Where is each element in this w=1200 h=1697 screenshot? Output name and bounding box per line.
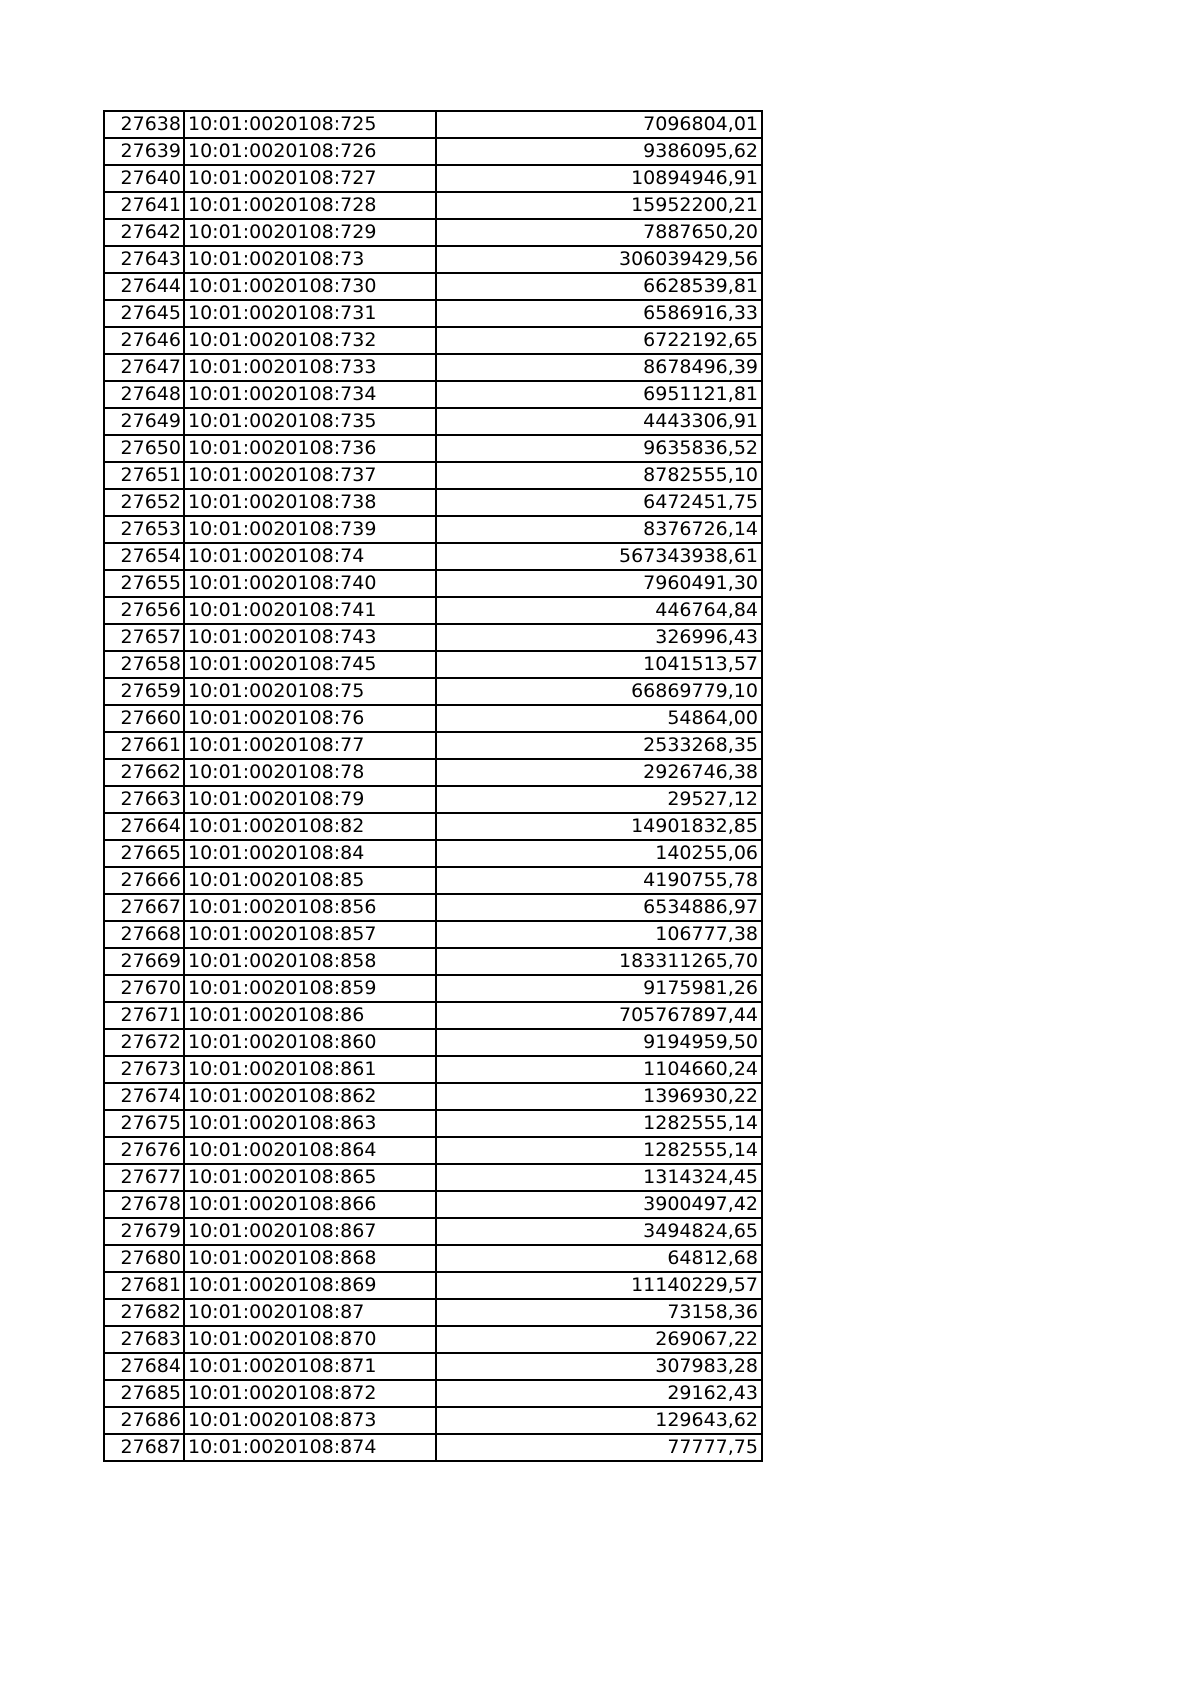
cadastral-number-cell: 10:01:0020108:85	[184, 867, 436, 894]
row-number-cell: 27673	[104, 1056, 184, 1083]
cadastral-number-cell: 10:01:0020108:869	[184, 1272, 436, 1299]
value-cell: 307983,28	[436, 1353, 762, 1380]
cadastral-number-cell: 10:01:0020108:745	[184, 651, 436, 678]
table-row	[104, 111, 762, 138]
cadastral-number-cell: 10:01:0020108:862	[184, 1083, 436, 1110]
value-cell: 6628539,81	[436, 273, 762, 300]
table-row	[104, 597, 762, 624]
cadastral-number-cell: 10:01:0020108:733	[184, 354, 436, 381]
row-number-cell: 27670	[104, 975, 184, 1002]
value-cell: 8376726,14	[436, 516, 762, 543]
table-row	[104, 300, 762, 327]
table-row	[104, 705, 762, 732]
value-cell: 106777,38	[436, 921, 762, 948]
cadastral-number-cell: 10:01:0020108:730	[184, 273, 436, 300]
table-row	[104, 435, 762, 462]
value-cell: 2533268,35	[436, 732, 762, 759]
value-cell: 64812,68	[436, 1245, 762, 1272]
value-cell: 446764,84	[436, 597, 762, 624]
cadastral-number-cell: 10:01:0020108:874	[184, 1434, 436, 1461]
table-row	[104, 948, 762, 975]
table-row	[104, 273, 762, 300]
table-row	[104, 1137, 762, 1164]
value-cell: 1282555,14	[436, 1137, 762, 1164]
cadastral-number-cell: 10:01:0020108:73	[184, 246, 436, 273]
table-row	[104, 462, 762, 489]
row-number-cell: 27648	[104, 381, 184, 408]
table-row	[104, 1191, 762, 1218]
row-number-cell: 27678	[104, 1191, 184, 1218]
row-number-cell: 27672	[104, 1029, 184, 1056]
cadastral-number-cell: 10:01:0020108:859	[184, 975, 436, 1002]
value-cell: 7096804,01	[436, 111, 762, 138]
row-number-cell: 27658	[104, 651, 184, 678]
cadastral-number-cell: 10:01:0020108:873	[184, 1407, 436, 1434]
value-cell: 7960491,30	[436, 570, 762, 597]
row-number-cell: 27656	[104, 597, 184, 624]
cadastral-number-cell: 10:01:0020108:737	[184, 462, 436, 489]
cadastral-number-cell: 10:01:0020108:727	[184, 165, 436, 192]
cadastral-number-cell: 10:01:0020108:738	[184, 489, 436, 516]
row-number-cell: 27665	[104, 840, 184, 867]
table-row	[104, 192, 762, 219]
row-number-cell: 27661	[104, 732, 184, 759]
cadastral-number-cell: 10:01:0020108:865	[184, 1164, 436, 1191]
table-row	[104, 921, 762, 948]
value-cell: 9386095,62	[436, 138, 762, 165]
value-cell: 9635836,52	[436, 435, 762, 462]
table-row	[104, 543, 762, 570]
cadastral-number-cell: 10:01:0020108:728	[184, 192, 436, 219]
row-number-cell: 27657	[104, 624, 184, 651]
value-cell: 6472451,75	[436, 489, 762, 516]
value-cell: 66869779,10	[436, 678, 762, 705]
row-number-cell: 27647	[104, 354, 184, 381]
cadastral-number-cell: 10:01:0020108:741	[184, 597, 436, 624]
value-cell: 326996,43	[436, 624, 762, 651]
value-cell: 29162,43	[436, 1380, 762, 1407]
row-number-cell: 27675	[104, 1110, 184, 1137]
value-cell: 269067,22	[436, 1326, 762, 1353]
row-number-cell: 27659	[104, 678, 184, 705]
value-cell: 10894946,91	[436, 165, 762, 192]
table-row	[104, 840, 762, 867]
row-number-cell: 27668	[104, 921, 184, 948]
row-number-cell: 27684	[104, 1353, 184, 1380]
cadastral-number-cell: 10:01:0020108:75	[184, 678, 436, 705]
row-number-cell: 27638	[104, 111, 184, 138]
row-number-cell: 27667	[104, 894, 184, 921]
cadastral-number-cell: 10:01:0020108:734	[184, 381, 436, 408]
row-number-cell: 27680	[104, 1245, 184, 1272]
table-row	[104, 813, 762, 840]
row-number-cell: 27654	[104, 543, 184, 570]
cadastral-number-cell: 10:01:0020108:856	[184, 894, 436, 921]
row-number-cell: 27683	[104, 1326, 184, 1353]
value-cell: 306039429,56	[436, 246, 762, 273]
value-cell: 6586916,33	[436, 300, 762, 327]
cadastral-number-cell: 10:01:0020108:74	[184, 543, 436, 570]
value-cell: 6722192,65	[436, 327, 762, 354]
cadastral-number-cell: 10:01:0020108:86	[184, 1002, 436, 1029]
row-number-cell: 27650	[104, 435, 184, 462]
row-number-cell: 27643	[104, 246, 184, 273]
table-body	[104, 111, 762, 1461]
row-number-cell: 27645	[104, 300, 184, 327]
row-number-cell: 27686	[104, 1407, 184, 1434]
table-row	[104, 894, 762, 921]
table-row	[104, 786, 762, 813]
cadastral-number-cell: 10:01:0020108:867	[184, 1218, 436, 1245]
value-cell: 567343938,61	[436, 543, 762, 570]
cadastral-number-cell: 10:01:0020108:868	[184, 1245, 436, 1272]
row-number-cell: 27677	[104, 1164, 184, 1191]
table-row	[104, 1083, 762, 1110]
value-cell: 7887650,20	[436, 219, 762, 246]
table-row	[104, 678, 762, 705]
row-number-cell: 27664	[104, 813, 184, 840]
value-cell: 29527,12	[436, 786, 762, 813]
value-cell: 4190755,78	[436, 867, 762, 894]
table-row	[104, 867, 762, 894]
table-row	[104, 1110, 762, 1137]
table-row	[104, 138, 762, 165]
table-row	[104, 1164, 762, 1191]
cadastral-number-cell: 10:01:0020108:740	[184, 570, 436, 597]
value-cell: 1041513,57	[436, 651, 762, 678]
row-number-cell: 27655	[104, 570, 184, 597]
table-row	[104, 759, 762, 786]
value-cell: 1282555,14	[436, 1110, 762, 1137]
table-row	[104, 1353, 762, 1380]
row-number-cell: 27639	[104, 138, 184, 165]
row-number-cell: 27640	[104, 165, 184, 192]
row-number-cell: 27679	[104, 1218, 184, 1245]
table-row	[104, 246, 762, 273]
row-number-cell: 27681	[104, 1272, 184, 1299]
value-cell: 1314324,45	[436, 1164, 762, 1191]
row-number-cell: 27685	[104, 1380, 184, 1407]
table-row	[104, 516, 762, 543]
cadastral-number-cell: 10:01:0020108:863	[184, 1110, 436, 1137]
row-number-cell: 27649	[104, 408, 184, 435]
value-cell: 8782555,10	[436, 462, 762, 489]
cadastral-number-cell: 10:01:0020108:732	[184, 327, 436, 354]
row-number-cell: 27687	[104, 1434, 184, 1461]
cadastral-number-cell: 10:01:0020108:76	[184, 705, 436, 732]
row-number-cell: 27662	[104, 759, 184, 786]
table-row	[104, 1245, 762, 1272]
row-number-cell: 27671	[104, 1002, 184, 1029]
cadastral-number-cell: 10:01:0020108:872	[184, 1380, 436, 1407]
value-cell: 6951121,81	[436, 381, 762, 408]
row-number-cell: 27666	[104, 867, 184, 894]
value-cell: 8678496,39	[436, 354, 762, 381]
cadastral-number-cell: 10:01:0020108:864	[184, 1137, 436, 1164]
value-cell: 77777,75	[436, 1434, 762, 1461]
value-cell: 73158,36	[436, 1299, 762, 1326]
cadastral-number-cell: 10:01:0020108:731	[184, 300, 436, 327]
cadastral-number-cell: 10:01:0020108:739	[184, 516, 436, 543]
cadastral-number-cell: 10:01:0020108:726	[184, 138, 436, 165]
row-number-cell: 27653	[104, 516, 184, 543]
cadastral-number-cell: 10:01:0020108:871	[184, 1353, 436, 1380]
row-number-cell: 27646	[104, 327, 184, 354]
row-number-cell: 27676	[104, 1137, 184, 1164]
row-number-cell: 27682	[104, 1299, 184, 1326]
value-cell: 3494824,65	[436, 1218, 762, 1245]
table-row	[104, 1029, 762, 1056]
table-row	[104, 1326, 762, 1353]
cadastral-number-cell: 10:01:0020108:84	[184, 840, 436, 867]
value-cell: 1104660,24	[436, 1056, 762, 1083]
row-number-cell: 27663	[104, 786, 184, 813]
row-number-cell: 27651	[104, 462, 184, 489]
row-number-cell: 27660	[104, 705, 184, 732]
value-cell: 129643,62	[436, 1407, 762, 1434]
table-row	[104, 1380, 762, 1407]
cadastral-number-cell: 10:01:0020108:725	[184, 111, 436, 138]
value-cell: 15952200,21	[436, 192, 762, 219]
row-number-cell: 27674	[104, 1083, 184, 1110]
value-cell: 9175981,26	[436, 975, 762, 1002]
cadastral-number-cell: 10:01:0020108:77	[184, 732, 436, 759]
row-number-cell: 27642	[104, 219, 184, 246]
cadastral-number-cell: 10:01:0020108:79	[184, 786, 436, 813]
table-row	[104, 327, 762, 354]
table-row	[104, 570, 762, 597]
value-cell: 705767897,44	[436, 1002, 762, 1029]
cadastral-number-cell: 10:01:0020108:736	[184, 435, 436, 462]
table-row	[104, 732, 762, 759]
table-row	[104, 1272, 762, 1299]
row-number-cell: 27652	[104, 489, 184, 516]
table-row	[104, 651, 762, 678]
value-cell: 3900497,42	[436, 1191, 762, 1218]
cadastral-number-cell: 10:01:0020108:743	[184, 624, 436, 651]
value-cell: 183311265,70	[436, 948, 762, 975]
value-cell: 1396930,22	[436, 1083, 762, 1110]
cadastral-number-cell: 10:01:0020108:857	[184, 921, 436, 948]
table-row	[104, 1056, 762, 1083]
cadastral-number-cell: 10:01:0020108:866	[184, 1191, 436, 1218]
row-number-cell: 27644	[104, 273, 184, 300]
cadastral-number-cell: 10:01:0020108:861	[184, 1056, 436, 1083]
value-cell: 14901832,85	[436, 813, 762, 840]
table-row	[104, 1434, 762, 1461]
table-row	[104, 408, 762, 435]
table-row	[104, 1218, 762, 1245]
value-cell: 54864,00	[436, 705, 762, 732]
table-row	[104, 1407, 762, 1434]
table-row	[104, 165, 762, 192]
table-row	[104, 354, 762, 381]
cadastral-number-cell: 10:01:0020108:735	[184, 408, 436, 435]
row-number-cell: 27641	[104, 192, 184, 219]
value-cell: 2926746,38	[436, 759, 762, 786]
value-cell: 9194959,50	[436, 1029, 762, 1056]
cadastre-value-table	[103, 110, 763, 1462]
value-cell: 140255,06	[436, 840, 762, 867]
table-row	[104, 1002, 762, 1029]
value-cell: 11140229,57	[436, 1272, 762, 1299]
table-row	[104, 489, 762, 516]
cadastral-number-cell: 10:01:0020108:78	[184, 759, 436, 786]
cadastral-number-cell: 10:01:0020108:858	[184, 948, 436, 975]
table-row	[104, 381, 762, 408]
cadastral-number-cell: 10:01:0020108:87	[184, 1299, 436, 1326]
table-row	[104, 1299, 762, 1326]
value-cell: 4443306,91	[436, 408, 762, 435]
table-row	[104, 219, 762, 246]
cadastral-number-cell: 10:01:0020108:729	[184, 219, 436, 246]
cadastral-number-cell: 10:01:0020108:82	[184, 813, 436, 840]
table-row	[104, 975, 762, 1002]
cadastral-number-cell: 10:01:0020108:860	[184, 1029, 436, 1056]
table-row	[104, 624, 762, 651]
cadastral-number-cell: 10:01:0020108:870	[184, 1326, 436, 1353]
row-number-cell: 27669	[104, 948, 184, 975]
value-cell: 6534886,97	[436, 894, 762, 921]
